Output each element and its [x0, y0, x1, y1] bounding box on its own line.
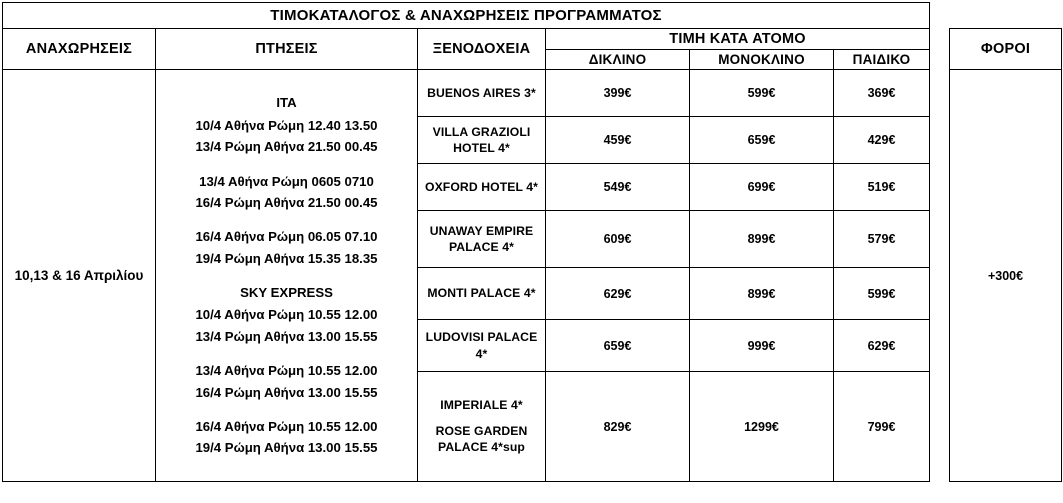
header-taxes: ΦΟΡΟΙ — [950, 29, 1062, 70]
table-row — [3, 70, 1062, 117]
spacer-cell-9 — [930, 268, 950, 320]
flight-group — [159, 282, 414, 347]
header-row-main — [3, 29, 1062, 50]
price-single: 599€ — [690, 70, 834, 117]
hotel-name: BUENOS AIRES 3* — [418, 70, 546, 117]
spacer-cell-8 — [930, 211, 950, 268]
price-double: 629€ — [546, 268, 690, 320]
spacer-cell-11 — [930, 372, 950, 482]
spacer-cell-5 — [930, 70, 950, 117]
flight-leg: 19/4 Ρώμη Αθήνα 13.00 15.55 — [195, 440, 378, 456]
flight-group — [159, 360, 414, 403]
price-double: 399€ — [546, 70, 690, 117]
price-single: 999€ — [690, 320, 834, 372]
title-row — [3, 3, 1062, 29]
flight-leg: 13/4 Ρώμη Αθήνα 21.50 00.45 — [195, 139, 378, 155]
departures-text: 10,13 & 16 Απριλίου — [14, 267, 144, 283]
flights-cell — [156, 70, 418, 482]
price-list-sheet — [0, 2, 1063, 503]
hotel-name: UNAWAY EMPIRE PALACE 4* — [418, 211, 546, 268]
header-double-room: ΔΙΚΛΙΝΟ — [546, 50, 690, 70]
spacer-cell-4 — [930, 50, 950, 70]
price-child: 579€ — [834, 211, 930, 268]
price-single: 699€ — [690, 164, 834, 211]
flight-leg: 19/4 Ρώμη Αθήνα 15.35 18.35 — [195, 250, 378, 266]
taxes-value: +300€ — [950, 70, 1062, 482]
spacer-cell-6 — [930, 117, 950, 164]
spacer-cell-7 — [930, 164, 950, 211]
flight-carrier: ITA — [276, 95, 297, 111]
price-double: 829€ — [546, 372, 690, 482]
flight-leg: 13/4 Ρώμη Αθήνα 13.00 15.55 — [195, 328, 378, 344]
price-child: 429€ — [834, 117, 930, 164]
flight-group — [159, 416, 414, 459]
flight-carrier: SKY EXPRESS — [240, 285, 333, 300]
header-flights: ΠΤΗΣΕΙΣ — [156, 29, 418, 70]
flight-leg: 16/4 Ρώμη Αθήνα 21.50 00.45 — [195, 194, 378, 210]
hotel-name: MONTI PALACE 4* — [418, 268, 546, 320]
price-single: 899€ — [690, 268, 834, 320]
flight-leg: 16/4 Αθήνα Ρώμη 10.55 12.00 — [195, 418, 378, 434]
flight-group — [159, 226, 414, 269]
price-single: 659€ — [690, 117, 834, 164]
flight-group — [159, 171, 414, 214]
header-child: ΠΑΙΔΙΚΟ — [834, 50, 930, 70]
flight-leg: 16/4 Ρώμη Αθήνα 13.00 15.55 — [195, 384, 378, 400]
header-single-room: ΜΟΝΟΚΛΙΝΟ — [690, 50, 834, 70]
price-child: 599€ — [834, 268, 930, 320]
hotel-name: ROSE GARDEN PALACE 4*sup — [435, 423, 528, 455]
header-departures: ΑΝΑΧΩΡΗΣΕΙΣ — [3, 29, 156, 70]
price-single: 899€ — [690, 211, 834, 268]
header-hotels: ΞΕΝΟΔΟΧΕΙΑ — [418, 29, 546, 70]
spacer-cell-10 — [930, 320, 950, 372]
price-single: 1299€ — [690, 372, 834, 482]
spacer-cell-3 — [930, 29, 950, 50]
departures-value — [3, 70, 156, 482]
price-double: 609€ — [546, 211, 690, 268]
flight-leg: 13/4 Αθήνα Ρώμη 10.55 12.00 — [195, 363, 378, 379]
hotel-name-group — [418, 372, 546, 482]
flight-leg: 10/4 Αθήνα Ρώμη 12.40 13.50 — [195, 117, 378, 133]
hotel-name: OXFORD HOTEL 4* — [418, 164, 546, 211]
price-child: 629€ — [834, 320, 930, 372]
flight-group — [159, 92, 414, 157]
price-double: 459€ — [546, 117, 690, 164]
document-title: ΤΙΜΟΚΑΤΑΛΟΓΟΣ & ΑΝΑΧΩΡΗΣΕΙΣ ΠΡΟΓΡΑΜΜΑΤΟΣ — [3, 3, 930, 29]
price-double: 659€ — [546, 320, 690, 372]
spacer-cell — [930, 3, 950, 29]
price-child: 369€ — [834, 70, 930, 117]
flight-leg: 10/4 Αθήνα Ρώμη 10.55 12.00 — [195, 307, 378, 323]
pricing-table — [2, 2, 1062, 482]
price-double: 549€ — [546, 164, 690, 211]
hotel-name: LUDOVISI PALACE 4* — [418, 320, 546, 372]
spacer-cell-2 — [950, 3, 1062, 29]
hotel-name: VILLA GRAZIOLI HOTEL 4* — [418, 117, 546, 164]
header-price-per-person: ΤΙΜΗ ΚΑΤΑ ΑΤΟΜΟ — [546, 29, 930, 50]
hotel-name: IMPERIALE 4* — [440, 398, 523, 413]
flight-leg: 16/4 Αθήνα Ρώμη 06.05 07.10 — [195, 229, 378, 245]
price-child: 799€ — [834, 372, 930, 482]
flight-leg: 13/4 Αθήνα Ρώμη 0605 0710 — [199, 173, 374, 189]
price-child: 519€ — [834, 164, 930, 211]
